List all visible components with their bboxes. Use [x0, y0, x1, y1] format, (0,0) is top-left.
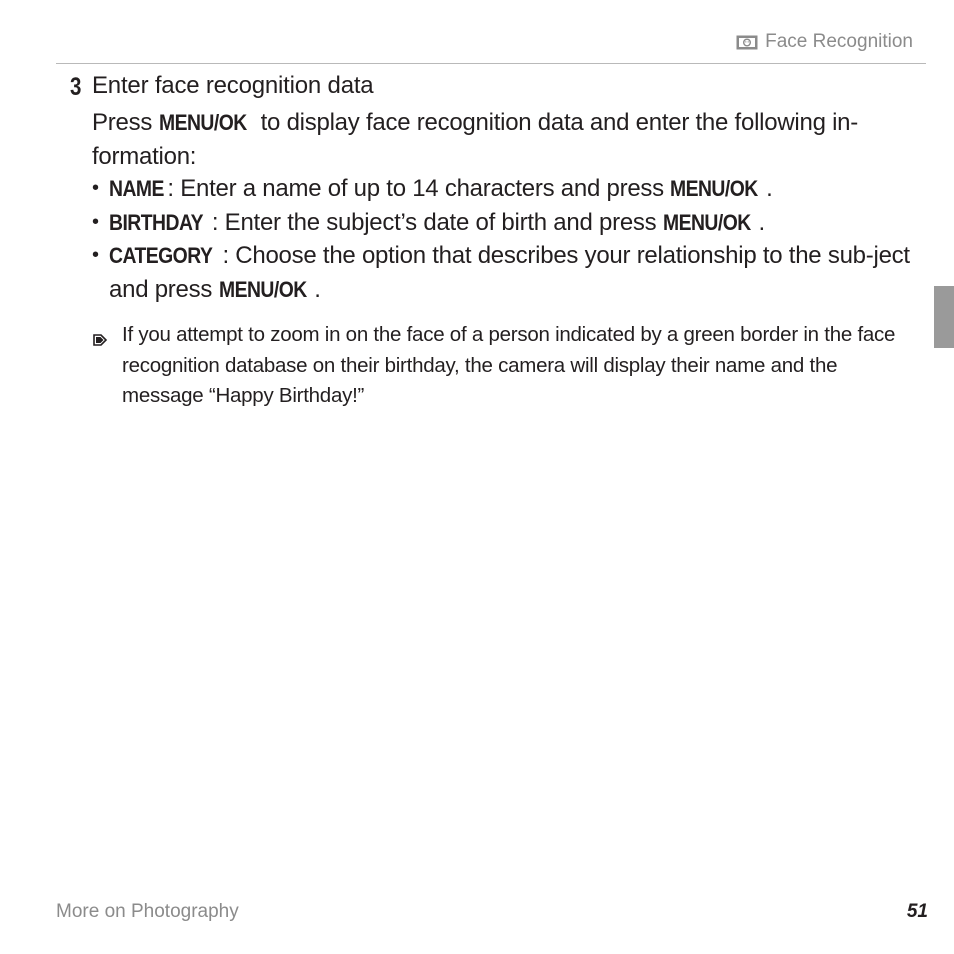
step-intro: [92, 106, 922, 173]
intro-text-start: Press: [92, 109, 159, 136]
option-keyword: CATEGORY: [109, 243, 213, 268]
footer-section: More on Photography: [56, 901, 239, 922]
menu-ok-key: MENU/OK: [218, 276, 307, 302]
option-text: : Enter a name of up to 14 characters and press: [167, 175, 671, 202]
option-keyword: BIRTHDAY: [109, 209, 204, 235]
bullet-dot: •: [92, 244, 99, 266]
tip-note: [92, 320, 917, 412]
step-title: Enter face recognition data: [92, 72, 374, 99]
menu-ok-key: MENU/OK: [670, 176, 759, 201]
option-text: : Enter the subject’s date of birth and press: [211, 208, 663, 236]
header-divider: [56, 63, 926, 64]
chapter-tab: [934, 286, 954, 348]
bullet-dot: •: [92, 177, 99, 199]
menu-ok-key: MENU/OK: [662, 209, 751, 235]
page-number: 51: [906, 901, 928, 922]
step-number: 3: [70, 73, 82, 101]
bullet-dot: •: [92, 210, 99, 233]
intro-text-end: to display face recognition data and enter the following in-formation:: [92, 109, 859, 170]
option-keyword: NAME: [109, 176, 164, 201]
note-text: If you attempt to zoom in on the face of a person indicated by a green border in the face recognition database on their birthday, the camera will display their name and the message “Happy Birthday!”: [122, 323, 896, 407]
section-title: Face Recognition: [765, 31, 913, 52]
list-item: • CATEGORY : Choose the option that describes your relationship to the sub-ject and press MENU/OK .: [92, 239, 922, 306]
running-header: [736, 31, 913, 53]
option-list: [92, 172, 922, 306]
face-recognition-icon: [736, 35, 758, 50]
pencil-note-icon: [92, 320, 122, 412]
menu-ok-key: MENU/OK: [158, 110, 247, 135]
option-text: : Choose the option that describes your relationship to the sub-ject and press: [109, 242, 910, 303]
list-item: • BIRTHDAY : Enter the subject’s date of birth and press MENU/OK .: [92, 206, 922, 240]
list-item: • NAME : Enter a name of up to 14 characters and press MENU/OK .: [92, 172, 922, 206]
